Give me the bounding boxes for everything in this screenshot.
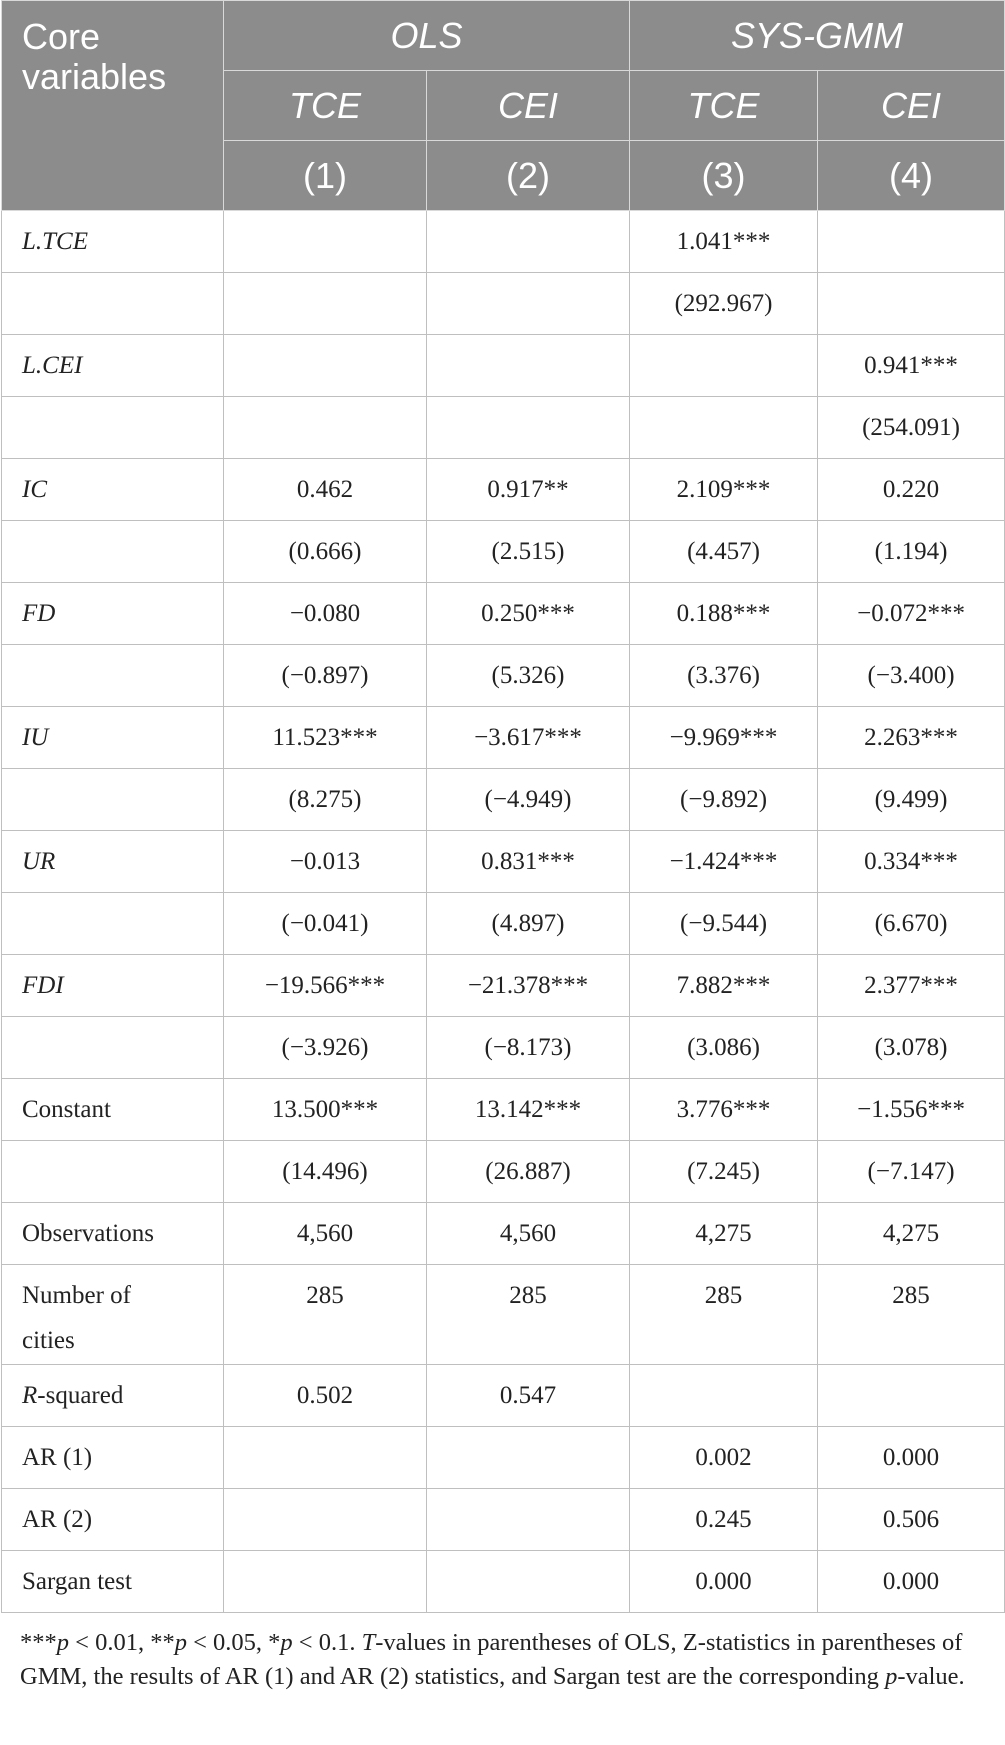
value-cell: 4,560 — [224, 1203, 427, 1265]
value-cell: 0.506 — [818, 1489, 1005, 1551]
stat-cell — [224, 397, 427, 459]
table-row — [2, 459, 1005, 521]
coef-cell: −3.617*** — [427, 707, 630, 769]
coef-cell: 3.776*** — [630, 1079, 818, 1141]
stat-cell: (−9.892) — [630, 769, 818, 831]
row-label-empty — [2, 645, 224, 707]
value-cell: 4,275 — [818, 1203, 1005, 1265]
value-cell: 0.002 — [630, 1427, 818, 1489]
value-cell — [427, 1489, 630, 1551]
value-cell: 285 — [630, 1265, 818, 1365]
table-row — [2, 1017, 1005, 1079]
stat-cell: (14.496) — [224, 1141, 427, 1203]
stat-cell: (7.245) — [630, 1141, 818, 1203]
coef-cell: 0.917** — [427, 459, 630, 521]
coef-cell: −9.969*** — [630, 707, 818, 769]
stat-cell: (−0.897) — [224, 645, 427, 707]
table-body — [2, 211, 1005, 1613]
table-row — [2, 397, 1005, 459]
table-row — [2, 1265, 1005, 1365]
stat-cell: (3.086) — [630, 1017, 818, 1079]
row-label: FDI — [2, 955, 224, 1017]
row-label-empty — [2, 1141, 224, 1203]
row-label: FD — [2, 583, 224, 645]
note-text: < 0.01, — [69, 1629, 151, 1656]
value-cell: 285 — [427, 1265, 630, 1365]
dep-var-header-4: CEI — [818, 71, 1005, 141]
coef-cell: 13.500*** — [224, 1079, 427, 1141]
stat-cell: (−3.400) — [818, 645, 1005, 707]
sargan-label: Sargan test — [2, 1551, 224, 1613]
coef-cell: −21.378*** — [427, 955, 630, 1017]
model-number-2: (2) — [427, 141, 630, 211]
note-text: -values in parentheses of OLS, Z-statistics in parentheses of GMM, the results of AR (1) and AR (2) statistics, and Sargan test are the corresponding — [20, 1629, 963, 1690]
coef-cell: 2.377*** — [818, 955, 1005, 1017]
ar2-label: AR (2) — [2, 1489, 224, 1551]
stat-cell: (−3.926) — [224, 1017, 427, 1079]
coef-cell: 13.142*** — [427, 1079, 630, 1141]
coef-cell: 0.188*** — [630, 583, 818, 645]
row-label-empty — [2, 397, 224, 459]
table-row — [2, 955, 1005, 1017]
coef-cell: 2.109*** — [630, 459, 818, 521]
coef-cell: −0.080 — [224, 583, 427, 645]
stat-cell — [427, 273, 630, 335]
coef-cell — [630, 335, 818, 397]
value-cell — [630, 1365, 818, 1427]
table-row — [2, 335, 1005, 397]
dep-var-header-1: TCE — [224, 71, 427, 141]
row-label-empty — [2, 273, 224, 335]
value-cell — [427, 1427, 630, 1489]
value-cell — [818, 1365, 1005, 1427]
core-variables-line1: Core — [22, 16, 101, 57]
coef-cell: −0.072*** — [818, 583, 1005, 645]
coef-cell — [427, 335, 630, 397]
row-label-empty — [2, 1017, 224, 1079]
row-label-empty — [2, 769, 224, 831]
table-row — [2, 1079, 1005, 1141]
rsquared-label-rest: -squared — [37, 1381, 124, 1409]
note-symbol: * — [268, 1629, 281, 1656]
coef-cell: 2.263*** — [818, 707, 1005, 769]
stat-cell: (0.666) — [224, 521, 427, 583]
note-symbol: *** — [20, 1629, 57, 1656]
row-label-empty — [2, 893, 224, 955]
note-symbol: ** — [150, 1629, 175, 1656]
note-p: p — [56, 1629, 69, 1656]
stat-cell: (1.194) — [818, 521, 1005, 583]
table-row — [2, 1489, 1005, 1551]
stat-cell — [818, 273, 1005, 335]
note-p: p — [885, 1663, 898, 1690]
cities-label-line1: Number of — [22, 1282, 131, 1309]
value-cell: 4,560 — [427, 1203, 630, 1265]
coef-cell: −1.556*** — [818, 1079, 1005, 1141]
table-footnote — [20, 1626, 1000, 1694]
cities-label-line2: cities — [22, 1327, 75, 1354]
ar1-label: AR (1) — [2, 1427, 224, 1489]
dep-var-header-2: CEI — [427, 71, 630, 141]
table-header — [2, 1, 1005, 211]
value-cell: 0.502 — [224, 1365, 427, 1427]
value-cell: 0.000 — [818, 1427, 1005, 1489]
model-number-4: (4) — [818, 141, 1005, 211]
coef-cell: 0.220 — [818, 459, 1005, 521]
stat-cell — [630, 397, 818, 459]
row-label: UR — [2, 831, 224, 893]
coef-cell: −1.424*** — [630, 831, 818, 893]
row-label-empty — [2, 521, 224, 583]
stat-cell: (26.887) — [427, 1141, 630, 1203]
coef-cell — [427, 211, 630, 273]
value-cell — [427, 1551, 630, 1613]
model-number-3: (3) — [630, 141, 818, 211]
stat-cell: (4.457) — [630, 521, 818, 583]
stat-cell: (3.376) — [630, 645, 818, 707]
stat-cell — [427, 397, 630, 459]
row-label: L.TCE — [2, 211, 224, 273]
coef-cell: 0.462 — [224, 459, 427, 521]
stat-cell: (−8.173) — [427, 1017, 630, 1079]
stat-cell: (−7.147) — [818, 1141, 1005, 1203]
table-row — [2, 1141, 1005, 1203]
table-row — [2, 893, 1005, 955]
stat-cell: (4.897) — [427, 893, 630, 955]
row-label: IU — [2, 707, 224, 769]
ols-group-header: OLS — [224, 1, 630, 71]
table-row — [2, 583, 1005, 645]
value-cell: 0.000 — [630, 1551, 818, 1613]
coef-cell — [224, 335, 427, 397]
coef-cell — [224, 211, 427, 273]
observations-label: Observations — [2, 1203, 224, 1265]
row-label: Constant — [2, 1079, 224, 1141]
stat-cell — [224, 273, 427, 335]
coef-cell: −0.013 — [224, 831, 427, 893]
stat-cell: (−4.949) — [427, 769, 630, 831]
table-row — [2, 645, 1005, 707]
coef-cell: −19.566*** — [224, 955, 427, 1017]
stat-cell: (6.670) — [818, 893, 1005, 955]
table-row — [2, 1365, 1005, 1427]
core-variables-line2: variables — [22, 56, 167, 97]
stat-cell: (−9.544) — [630, 893, 818, 955]
row-label: L.CEI — [2, 335, 224, 397]
coef-cell: 0.250*** — [427, 583, 630, 645]
value-cell — [224, 1551, 427, 1613]
regression-results-table — [1, 0, 1005, 1613]
coef-cell: 0.941*** — [818, 335, 1005, 397]
coef-cell: 0.831*** — [427, 831, 630, 893]
value-cell — [224, 1427, 427, 1489]
stat-cell: (254.091) — [818, 397, 1005, 459]
table-row — [2, 1427, 1005, 1489]
stat-cell: (−0.041) — [224, 893, 427, 955]
stat-cell: (3.078) — [818, 1017, 1005, 1079]
coef-cell: 1.041*** — [630, 211, 818, 273]
row-label: IC — [2, 459, 224, 521]
table-row — [2, 1551, 1005, 1613]
value-cell: 0.547 — [427, 1365, 630, 1427]
note-text: < 0.1. — [292, 1629, 362, 1656]
table-row — [2, 769, 1005, 831]
value-cell: 0.245 — [630, 1489, 818, 1551]
value-cell: 0.000 — [818, 1551, 1005, 1613]
core-variables-header — [2, 1, 224, 211]
rsquared-label — [2, 1365, 224, 1427]
table-row — [2, 273, 1005, 335]
coef-cell: 0.334*** — [818, 831, 1005, 893]
value-cell: 285 — [818, 1265, 1005, 1365]
stat-cell: (9.499) — [818, 769, 1005, 831]
table-row — [2, 521, 1005, 583]
cities-label — [2, 1265, 224, 1365]
table-row — [2, 831, 1005, 893]
note-t: T — [361, 1629, 376, 1656]
stat-cell: (5.326) — [427, 645, 630, 707]
note-p: p — [174, 1629, 187, 1656]
value-cell: 285 — [224, 1265, 427, 1365]
table-row — [2, 1203, 1005, 1265]
stat-cell: (2.515) — [427, 521, 630, 583]
value-cell — [224, 1489, 427, 1551]
note-text: < 0.05, — [186, 1629, 269, 1656]
rsquared-label-r: R — [22, 1381, 38, 1409]
table-row — [2, 211, 1005, 273]
model-number-1: (1) — [224, 141, 427, 211]
stat-cell: (292.967) — [630, 273, 818, 335]
note-text: -value. — [897, 1663, 965, 1690]
coef-cell — [818, 211, 1005, 273]
coef-cell: 7.882*** — [630, 955, 818, 1017]
table-row — [2, 707, 1005, 769]
coef-cell: 11.523*** — [224, 707, 427, 769]
dep-var-header-3: TCE — [630, 71, 818, 141]
sys-gmm-group-header: SYS-GMM — [630, 1, 1005, 71]
stat-cell: (8.275) — [224, 769, 427, 831]
note-p: p — [280, 1629, 293, 1656]
value-cell: 4,275 — [630, 1203, 818, 1265]
